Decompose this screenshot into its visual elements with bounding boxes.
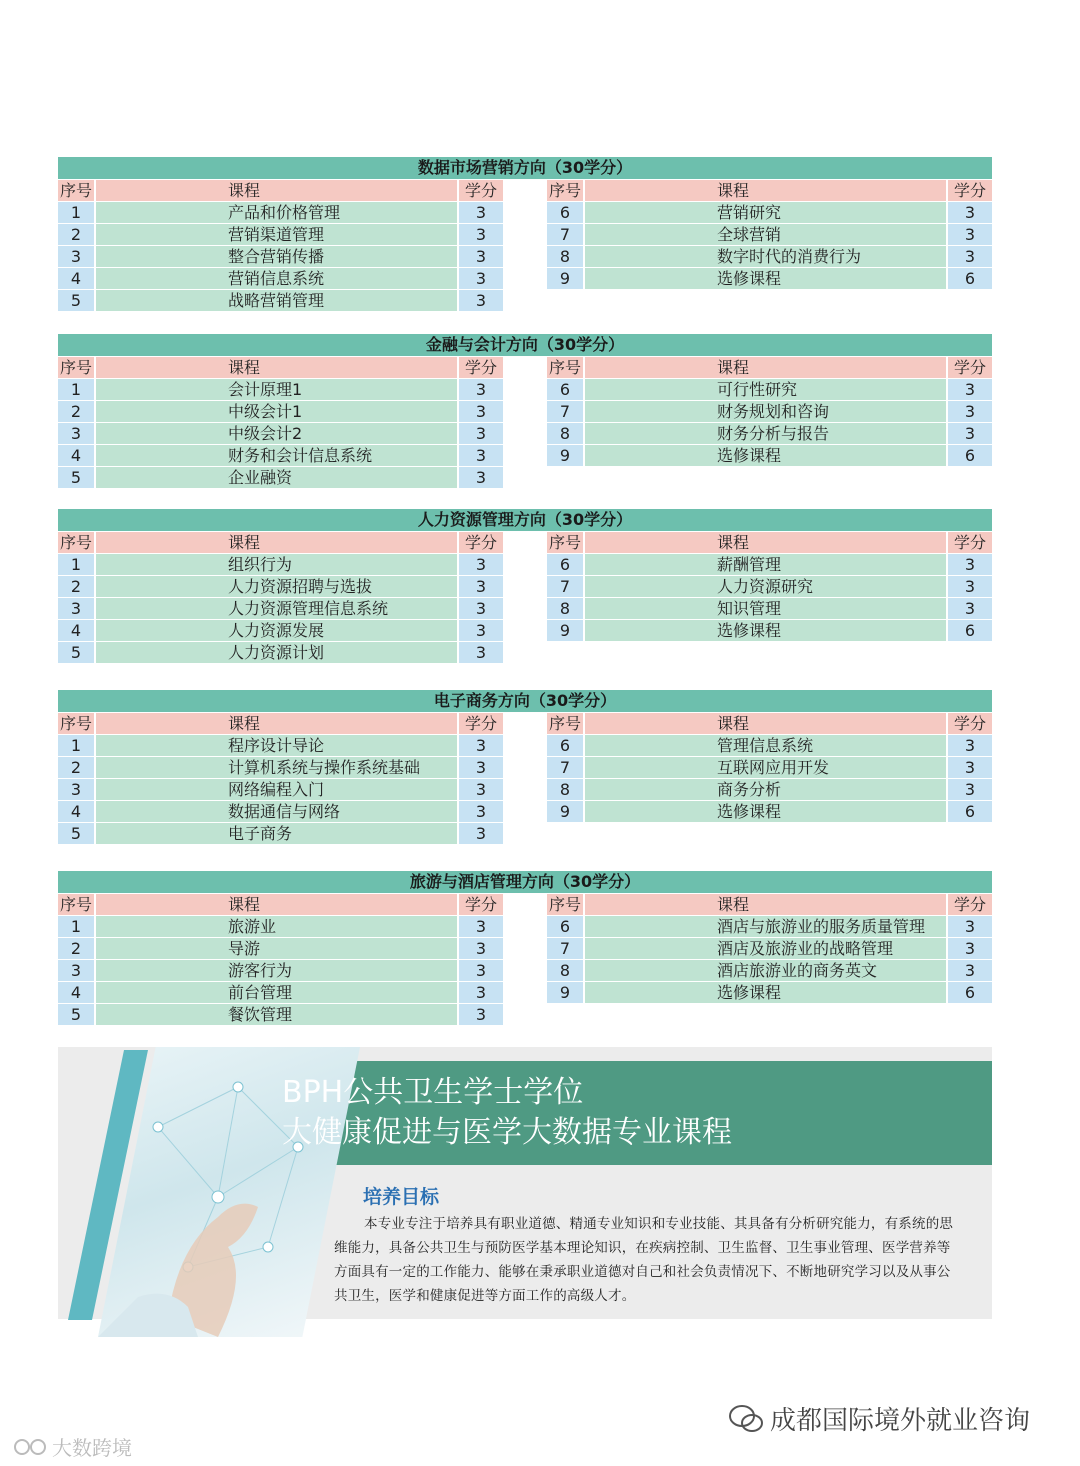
row-credit: 3 [459, 938, 503, 959]
header-credit: 学分 [459, 894, 503, 915]
row-course: 营销信息系统 [96, 268, 457, 289]
table-row [58, 642, 503, 663]
table-row [547, 916, 992, 937]
row-course: 选修课程 [585, 620, 946, 641]
row-credit: 3 [459, 423, 503, 444]
table-row [58, 467, 503, 488]
row-credit: 3 [459, 779, 503, 800]
table-row [547, 268, 992, 289]
table-row [58, 916, 503, 937]
header-course: 课程 [96, 180, 457, 201]
course-section [58, 509, 992, 662]
table-row [547, 620, 992, 641]
row-credit: 3 [459, 916, 503, 937]
row-course: 数字时代的消费行为 [585, 246, 946, 267]
table-row [547, 423, 992, 444]
row-number: 3 [58, 960, 94, 981]
row-credit: 3 [948, 576, 992, 597]
row-course: 人力资源研究 [585, 576, 946, 597]
row-number: 1 [58, 735, 94, 756]
goal-heading: 培养目标 [363, 1186, 440, 1208]
course-table-left [58, 894, 503, 1026]
row-credit: 3 [459, 1004, 503, 1025]
header-number: 序号 [549, 895, 582, 914]
header-credit: 学分 [948, 532, 992, 553]
course-table-left [58, 357, 503, 489]
course-table-right [547, 713, 992, 823]
row-number: 1 [58, 916, 94, 937]
table-row [58, 982, 503, 1003]
row-course: 营销渠道管理 [96, 224, 457, 245]
row-course: 数据通信与网络 [96, 801, 457, 822]
course-table-right [547, 357, 992, 467]
header-course: 课程 [585, 180, 946, 201]
table-row [547, 960, 992, 981]
row-course: 网络编程入门 [96, 779, 457, 800]
banner-title-line1: BPH公共卫生学士学位 [282, 1075, 584, 1110]
row-course: 可行性研究 [585, 379, 946, 400]
row-course: 人力资源计划 [96, 642, 457, 663]
row-number: 4 [58, 620, 94, 641]
row-credit: 3 [459, 401, 503, 422]
table-row [547, 445, 992, 466]
row-course: 人力资源发展 [96, 620, 457, 641]
table-row [58, 757, 503, 778]
header-number: 序号 [60, 895, 93, 914]
row-number: 8 [547, 960, 583, 981]
row-number: 7 [547, 224, 583, 245]
logo-icon [12, 1436, 52, 1458]
course-section [58, 334, 992, 487]
row-credit: 3 [459, 982, 503, 1003]
course-section [58, 157, 992, 310]
row-course: 整合营销传播 [96, 246, 457, 267]
watermark-brand [12, 1432, 132, 1461]
row-course: 游客行为 [96, 960, 457, 981]
row-course: 人力资源管理信息系统 [96, 598, 457, 619]
row-course: 电子商务 [96, 823, 457, 844]
header-course: 课程 [585, 894, 946, 915]
header-number: 序号 [549, 533, 582, 552]
row-credit: 3 [459, 801, 503, 822]
row-number: 8 [547, 423, 583, 444]
table-row [547, 202, 992, 223]
row-course: 选修课程 [585, 268, 946, 289]
row-course: 导游 [96, 938, 457, 959]
section-title: 金融与会计方向（30学分） [58, 334, 992, 356]
row-number: 4 [58, 801, 94, 822]
section-title: 电子商务方向（30学分） [58, 690, 992, 712]
row-course: 旅游业 [96, 916, 457, 937]
row-credit: 3 [459, 268, 503, 289]
table-header-row [58, 713, 503, 734]
table-row [547, 554, 992, 575]
row-credit: 3 [948, 401, 992, 422]
table-row [58, 576, 503, 597]
row-credit: 3 [948, 598, 992, 619]
course-table-right [547, 532, 992, 642]
header-number: 序号 [60, 358, 93, 377]
table-row [58, 823, 503, 844]
row-credit: 3 [459, 620, 503, 641]
table-row [547, 401, 992, 422]
header-credit: 学分 [459, 180, 503, 201]
row-course: 财务分析与报告 [585, 423, 946, 444]
row-credit: 3 [459, 445, 503, 466]
table-row [58, 620, 503, 641]
row-course: 程序设计导论 [96, 735, 457, 756]
row-number: 2 [58, 757, 94, 778]
row-course: 营销研究 [585, 202, 946, 223]
section-title: 人力资源管理方向（30学分） [58, 509, 992, 531]
row-number: 4 [58, 445, 94, 466]
row-number: 6 [547, 202, 583, 223]
row-credit: 3 [948, 938, 992, 959]
row-credit: 3 [459, 554, 503, 575]
section-title: 数据市场营销方向（30学分） [58, 157, 992, 179]
header-number: 序号 [60, 714, 93, 733]
table-row [58, 938, 503, 959]
row-number: 7 [547, 938, 583, 959]
table-row [547, 598, 992, 619]
row-credit: 6 [948, 801, 992, 822]
table-row [547, 779, 992, 800]
course-table-left [58, 532, 503, 664]
row-credit: 3 [459, 735, 503, 756]
table-row [58, 379, 503, 400]
header-number: 序号 [60, 533, 93, 552]
row-number: 6 [547, 916, 583, 937]
row-number: 7 [547, 401, 583, 422]
row-course: 战略营销管理 [96, 290, 457, 311]
row-number: 4 [58, 268, 94, 289]
row-number: 7 [547, 576, 583, 597]
row-credit: 3 [459, 757, 503, 778]
header-course: 课程 [96, 357, 457, 378]
header-course: 课程 [585, 713, 946, 734]
header-course: 课程 [96, 713, 457, 734]
table-row [58, 445, 503, 466]
row-course: 薪酬管理 [585, 554, 946, 575]
row-credit: 3 [948, 202, 992, 223]
watermark-account-name: 成都国际境外就业咨询 [770, 1406, 1031, 1436]
row-credit: 6 [948, 268, 992, 289]
table-row [547, 379, 992, 400]
banner-title-line2: 大健康促进与医学大数据专业课程 [282, 1115, 732, 1150]
row-credit: 3 [459, 642, 503, 663]
row-credit: 3 [948, 224, 992, 245]
table-row [547, 982, 992, 1003]
row-number: 9 [547, 268, 583, 289]
row-course: 选修课程 [585, 982, 946, 1003]
row-course: 中级会计2 [96, 423, 457, 444]
row-credit: 3 [459, 823, 503, 844]
table-row [58, 960, 503, 981]
row-credit: 3 [459, 576, 503, 597]
row-number: 9 [547, 982, 583, 1003]
table-header-row [547, 357, 992, 378]
row-course: 全球营销 [585, 224, 946, 245]
table-header-row [547, 180, 992, 201]
table-header-row [547, 713, 992, 734]
row-number: 9 [547, 801, 583, 822]
watermark-brand-name: 大数跨境 [52, 1436, 132, 1460]
header-number: 序号 [549, 358, 582, 377]
course-table-left [58, 713, 503, 845]
row-course: 酒店与旅游业的服务质量管理 [585, 916, 946, 937]
header-number: 序号 [60, 181, 93, 200]
row-credit: 3 [459, 224, 503, 245]
row-number: 1 [58, 202, 94, 223]
row-number: 1 [58, 554, 94, 575]
row-credit: 3 [948, 379, 992, 400]
table-row [58, 401, 503, 422]
table-header-row [58, 357, 503, 378]
row-credit: 3 [459, 467, 503, 488]
row-number: 9 [547, 445, 583, 466]
row-number: 3 [58, 423, 94, 444]
row-number: 3 [58, 246, 94, 267]
row-credit: 3 [459, 960, 503, 981]
row-course: 商务分析 [585, 779, 946, 800]
row-course: 财务和会计信息系统 [96, 445, 457, 466]
row-course: 知识管理 [585, 598, 946, 619]
table-row [547, 246, 992, 267]
row-course: 餐饮管理 [96, 1004, 457, 1025]
row-course: 企业融资 [96, 467, 457, 488]
row-course: 会计原理1 [96, 379, 457, 400]
table-header-row [58, 532, 503, 553]
row-course: 酒店旅游业的商务英文 [585, 960, 946, 981]
row-course: 前台管理 [96, 982, 457, 1003]
row-number: 2 [58, 224, 94, 245]
table-header-row [547, 894, 992, 915]
row-number: 6 [547, 554, 583, 575]
header-course: 课程 [96, 532, 457, 553]
wechat-icon [728, 1404, 764, 1434]
row-credit: 3 [948, 554, 992, 575]
row-number: 3 [58, 598, 94, 619]
row-credit: 6 [948, 445, 992, 466]
row-credit: 3 [948, 246, 992, 267]
course-section [58, 871, 992, 1024]
row-course: 组织行为 [96, 554, 457, 575]
table-row [58, 268, 503, 289]
table-header-row [58, 180, 503, 201]
table-row [547, 735, 992, 756]
row-course: 财务规划和咨询 [585, 401, 946, 422]
course-table-right [547, 180, 992, 290]
row-course: 产品和价格管理 [96, 202, 457, 223]
table-row [547, 576, 992, 597]
row-credit: 3 [948, 779, 992, 800]
row-number: 5 [58, 290, 94, 311]
row-number: 8 [547, 779, 583, 800]
row-course: 选修课程 [585, 801, 946, 822]
row-number: 5 [58, 467, 94, 488]
row-number: 7 [547, 757, 583, 778]
header-number: 序号 [549, 181, 582, 200]
header-number: 序号 [549, 714, 582, 733]
row-credit: 3 [459, 202, 503, 223]
course-table-right [547, 894, 992, 1004]
table-row [547, 938, 992, 959]
row-number: 5 [58, 642, 94, 663]
header-course: 课程 [96, 894, 457, 915]
header-credit: 学分 [459, 713, 503, 734]
row-credit: 3 [459, 246, 503, 267]
watermark-wechat [728, 1400, 1030, 1437]
row-credit: 3 [948, 916, 992, 937]
goal-paragraph: 本专业专注于培养具有职业道德、精通专业知识和专业技能、其具备有分析研究能力，有系统的思维能力，具备公共卫生与预防医学基本理论知识，在疾病控制、卫生监督、卫生事业管理、医学营养等方面具有一定的工作能力、能够在秉承职业道德对自己和社会负责情况下、不断地研究学习以及从事公共卫生，医学和健康促进等方面工作的高级人才。 [334, 1216, 954, 1304]
row-credit: 3 [459, 290, 503, 311]
table-row [58, 202, 503, 223]
row-credit: 3 [948, 960, 992, 981]
table-row [547, 224, 992, 245]
row-number: 9 [547, 620, 583, 641]
row-course: 中级会计1 [96, 401, 457, 422]
row-course: 管理信息系统 [585, 735, 946, 756]
row-number: 8 [547, 246, 583, 267]
table-header-row [58, 894, 503, 915]
row-credit: 3 [948, 757, 992, 778]
row-course: 互联网应用开发 [585, 757, 946, 778]
header-credit: 学分 [948, 894, 992, 915]
header-credit: 学分 [459, 532, 503, 553]
header-course: 课程 [585, 357, 946, 378]
row-course: 酒店及旅游业的战略管理 [585, 938, 946, 959]
row-course: 计算机系统与操作系统基础 [96, 757, 457, 778]
row-credit: 3 [948, 735, 992, 756]
row-credit: 3 [459, 598, 503, 619]
row-credit: 3 [459, 379, 503, 400]
row-credit: 6 [948, 982, 992, 1003]
header-credit: 学分 [948, 357, 992, 378]
row-credit: 6 [948, 620, 992, 641]
table-row [58, 554, 503, 575]
row-number: 6 [547, 735, 583, 756]
table-row [58, 598, 503, 619]
header-credit: 学分 [948, 180, 992, 201]
table-row [58, 224, 503, 245]
header-course: 课程 [585, 532, 946, 553]
table-row [547, 801, 992, 822]
row-number: 6 [547, 379, 583, 400]
row-course: 人力资源招聘与选拔 [96, 576, 457, 597]
course-section [58, 690, 992, 843]
row-number: 5 [58, 1004, 94, 1025]
table-row [58, 801, 503, 822]
row-number: 2 [58, 401, 94, 422]
row-number: 2 [58, 576, 94, 597]
table-row [58, 246, 503, 267]
table-row [58, 779, 503, 800]
table-row [547, 757, 992, 778]
row-number: 2 [58, 938, 94, 959]
row-credit: 3 [948, 423, 992, 444]
course-table-left [58, 180, 503, 312]
row-number: 8 [547, 598, 583, 619]
section-title: 旅游与酒店管理方向（30学分） [58, 871, 992, 893]
table-row [58, 423, 503, 444]
header-credit: 学分 [459, 357, 503, 378]
row-number: 5 [58, 823, 94, 844]
table-row [58, 290, 503, 311]
table-header-row [547, 532, 992, 553]
table-row [58, 1004, 503, 1025]
header-credit: 学分 [948, 713, 992, 734]
row-number: 3 [58, 779, 94, 800]
row-course: 选修课程 [585, 445, 946, 466]
table-row [58, 735, 503, 756]
row-number: 4 [58, 982, 94, 1003]
row-number: 1 [58, 379, 94, 400]
